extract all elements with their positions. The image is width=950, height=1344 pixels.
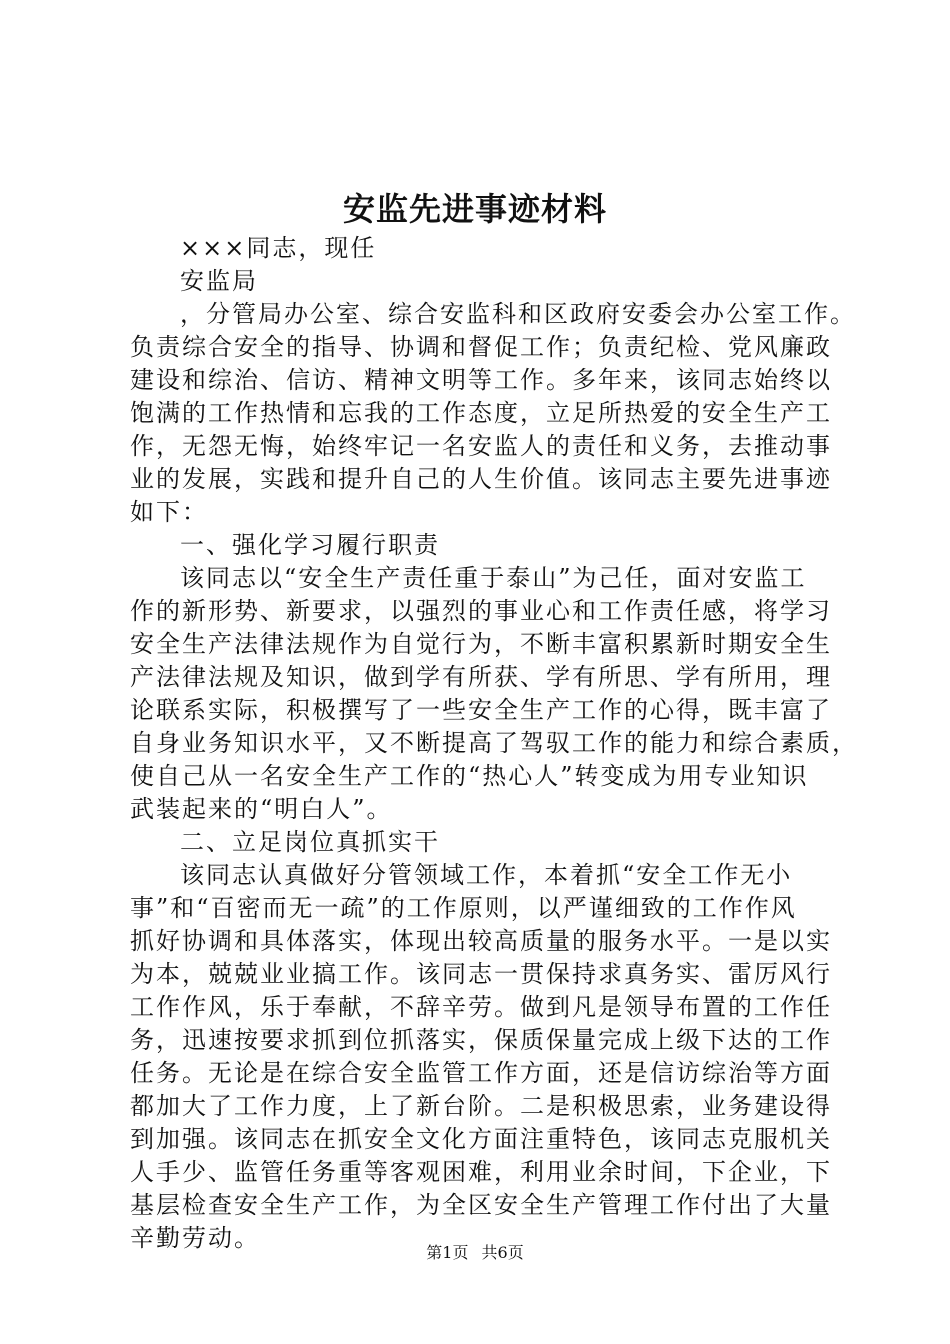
text-line: 务，迅速按要求抓到位抓落实，保质保量完成上级下达的工作 <box>130 1026 832 1054</box>
text-line: 武装起来的“明白人”。 <box>130 795 393 823</box>
text-line: 负责综合安全的指导、协调和督促工作；负责纪检、党风廉政 <box>130 333 832 361</box>
text-line: 都加大了工作力度，上了新台阶。二是积极思索，业务建设得 <box>130 1092 832 1120</box>
text-line: 抓好协调和具体落实，体现出较高质量的服务水平。一是以实 <box>130 927 832 955</box>
text-line: 该同志以“安全生产责任重于泰山”为己任，面对安监工 <box>180 564 807 592</box>
text-line: 自身业务知识水平，又不断提高了驾驭工作的能力和综合素质， <box>130 729 858 757</box>
document-body <box>130 232 858 1255</box>
text-line: 事”和“百密而无一疏”的工作原则，以严谨细致的工作作风 <box>130 894 797 922</box>
text-line: 为本，兢兢业业搞工作。该同志一贯保持求真务实、雷厉风行 <box>130 960 832 988</box>
text-line: 到加强。该同志在抓安全文化方面注重特色，该同志克服机关 <box>130 1125 832 1153</box>
text-line: 辛勤劳动。 <box>130 1224 260 1252</box>
text-line: 安全生产法律法规作为自觉行为，不断丰富积累新时期安全生 <box>130 630 832 658</box>
text-line: 一、强化学习履行职责 <box>180 531 440 559</box>
text-line: 工作作风，乐于奉献，不辞辛劳。做到凡是领导布置的工作任 <box>130 993 832 1021</box>
text-line: 安监局 <box>180 267 258 295</box>
text-line: 如下： <box>130 498 208 526</box>
page-footer <box>0 1238 950 1268</box>
text-line: 基层检查安全生产工作，为全区安全生产管理工作付出了大量 <box>130 1191 832 1219</box>
page-total: 共6页 <box>481 1243 524 1262</box>
text-line: 饱满的工作热情和忘我的工作态度，立足所热爱的安全生产工 <box>130 399 832 427</box>
page-number: 第1页 <box>426 1243 469 1262</box>
text-line: 二、立足岗位真抓实干 <box>180 828 440 856</box>
text-line: 业的发展，实践和提升自己的人生价值。该同志主要先进事迹 <box>130 465 832 493</box>
text-line: 该同志认真做好分管领域工作，本着抓“安全工作无小 <box>180 861 793 889</box>
text-line: 人手少、监管任务重等客观困难，利用业余时间，下企业，下 <box>130 1158 832 1186</box>
text-line: ，分管局办公室、综合安监科和区政府安委会办公室工作。 <box>180 300 856 328</box>
text-line: 作，无怨无悔，始终牢记一名安监人的责任和义务，去推动事 <box>130 432 832 460</box>
text-line: ×××同志，现任 <box>180 234 377 262</box>
text-line: 作的新形势、新要求，以强烈的事业心和工作责任感，将学习 <box>130 597 832 625</box>
text-line: 使自己从一名安全生产工作的“热心人”转变成为用专业知识 <box>130 762 809 790</box>
text-line: 论联系实际，积极撰写了一些安全生产工作的心得，既丰富了 <box>130 696 832 724</box>
text-line: 任务。无论是在综合安全监管工作方面，还是信访综治等方面 <box>130 1059 832 1087</box>
text-line: 产法律法规及知识，做到学有所获、学有所思、学有所用，理 <box>130 663 832 691</box>
text-line: 建设和综治、信访、精神文明等工作。多年来，该同志始终以 <box>130 366 832 394</box>
document-title: 安监先进事迹材料 <box>342 190 607 228</box>
